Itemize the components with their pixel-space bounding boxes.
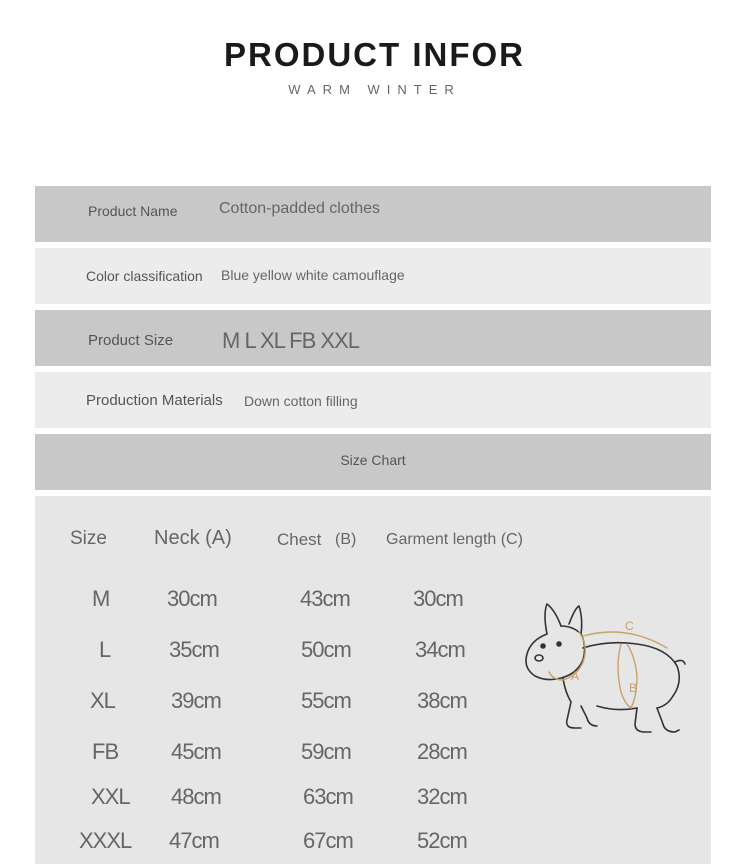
neck-cell: 45cm [171,739,221,764]
neck-cell: 48cm [171,784,221,809]
production-materials-label: Production Materials [86,392,223,409]
neck-cell: 30cm [167,586,217,611]
size-cell: M [92,586,110,611]
neck-cell: 35cm [169,637,219,662]
neck-cell: 47cm [169,828,219,853]
size-cell: XL [90,688,115,713]
chest-cell: 59cm [301,739,351,764]
chest-cell: 55cm [301,688,351,713]
product-name-value: Cotton-padded clothes [219,200,380,217]
chest-cell: 50cm [301,637,351,662]
diagram-label-b: B [629,681,638,695]
chest-cell: 43cm [300,586,350,611]
size-cell: XXL [91,784,130,809]
page-subtitle: WARM WINTER [288,82,461,97]
column-header-size: Size [70,528,107,549]
info-row-color-classification [35,248,711,304]
info-row-production-materials [35,372,711,428]
info-row-product-name [35,186,711,242]
size-chart-table [35,496,711,864]
product-size-value: M L XL FB XXL [222,328,359,353]
column-header-garment-length: Garment length (C) [386,531,523,548]
neck-cell: 39cm [171,688,221,713]
length-cell: 28cm [417,739,467,764]
size-cell: XXXL [79,828,132,853]
page-title: PRODUCT INFOR [224,36,525,73]
chest-cell: 63cm [303,784,353,809]
size-cell: L [99,637,111,662]
product-name-label: Product Name [88,203,178,219]
size-chart-label: Size Chart [340,452,406,468]
column-header-chest-marker: (B) [335,531,357,548]
size-cell: FB [92,739,119,764]
length-cell: 32cm [417,784,467,809]
length-cell: 38cm [417,688,467,713]
diagram-label-c: C [625,619,634,633]
length-cell: 34cm [415,637,465,662]
dog-outline [526,604,685,732]
color-classification-label: Color classification [86,268,203,284]
length-cell: 30cm [413,586,463,611]
dog-measurement-icon [517,596,687,756]
size-chart-header [35,434,711,490]
column-header-neck: Neck (A) [154,527,232,549]
color-classification-value: Blue yellow white camouflage [221,267,405,283]
length-cell: 52cm [417,828,467,853]
column-header-chest: Chest [277,530,322,549]
chest-cell: 67cm [303,828,353,853]
diagram-label-a: A [571,669,580,683]
info-row-product-size [35,310,711,366]
product-size-label: Product Size [88,332,174,349]
production-materials-value: Down cotton filling [244,393,358,409]
